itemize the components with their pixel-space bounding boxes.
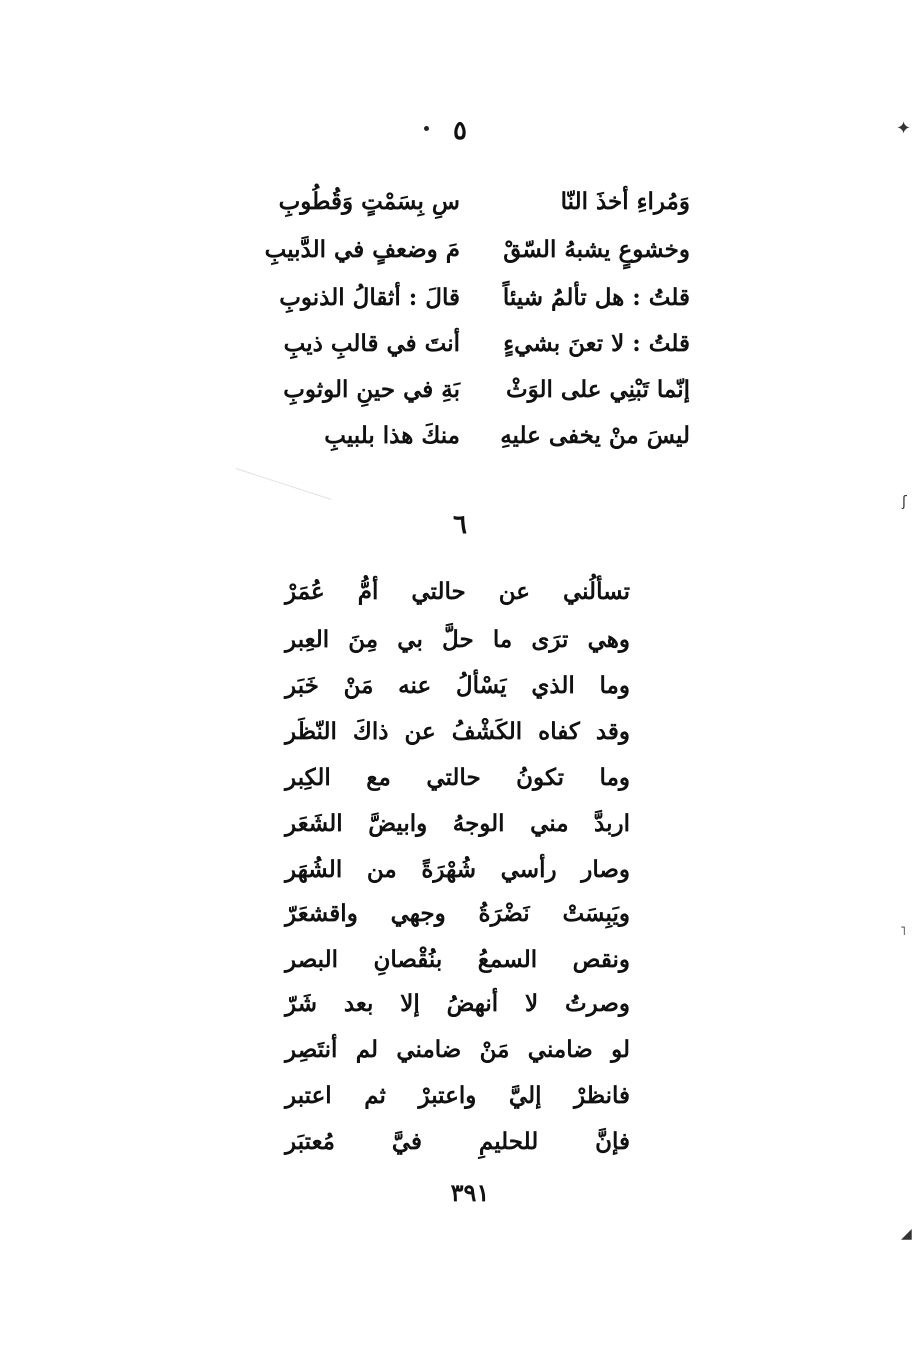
verse-first-hemistich: وخشوعٍ يشبهُ السّقْ — [503, 236, 690, 263]
verse-first-hemistich: ليسَ منْ يخفى عليهِ — [500, 422, 690, 449]
verse-row — [230, 330, 690, 370]
poem-line: فانظرْ إليَّ واعتبرْ ثم اعتبر — [285, 1082, 630, 1109]
poem-line: وما تكونُ حالتي مع الكِبر — [285, 764, 630, 791]
poem-line: وصرتُ لا أنهضُ إلا بعد شَرّ — [285, 990, 630, 1017]
verse-second-hemistich: منكَ هذا بلبيبِ — [324, 422, 460, 449]
verse-row — [230, 236, 690, 276]
verse-second-hemistich: سِ بِسَمْتٍ وَقُطُوبِ — [278, 188, 460, 215]
verse-first-hemistich: قلتُ : لا تعنَ بشيءٍ — [503, 330, 690, 357]
verse-row — [230, 376, 690, 416]
poem-line: اربدَّ مني الوجهُ وابيضَّ الشَعَر — [285, 810, 630, 837]
verse-row — [230, 188, 690, 228]
poem-line: وصار رأسي شُهْرَةً من الشُهَر — [285, 856, 630, 883]
verse-second-hemistich: مَ وضعفٍ في الدَّبيبِ — [264, 236, 460, 263]
poem-line: تسألُني عن حالتي أمُّ عُمَرْ — [285, 578, 630, 605]
section-6-number: ٦ — [453, 510, 467, 540]
edge-mark-icon: ʃ — [902, 494, 907, 510]
verse-second-hemistich: بَةِ في حينِ الوثوبِ — [283, 376, 460, 403]
registration-mark-icon: ✦ — [896, 118, 912, 139]
edge-mark-icon: ˥ — [900, 924, 906, 938]
print-smudge — [223, 468, 331, 538]
verse-second-hemistich: أنتَ في قالبِ ذيبِ — [283, 330, 460, 357]
poem-line: فإنَّ للحليمِ فيَّ مُعتبَر — [285, 1128, 630, 1155]
poem-line: وهي ترَى ما حلَّ بي مِنَ العِبر — [285, 626, 630, 653]
poem-line: ويَبِسَتْ نَضْرَةُ وجهي واقشعَرّ — [285, 900, 630, 927]
verse-first-hemistich: وَمُراءِ أخذَ النّا — [560, 188, 690, 215]
poem-line: وقد كفاه الكَشْفُ عن ذاكَ النّظَر — [285, 718, 630, 745]
verse-first-hemistich: إنّما تَبْنِي على الوَثْ — [505, 376, 690, 403]
poem-line: وما الذي يَسْألُ عنه مَنْ خَبَر — [285, 672, 630, 699]
verse-row — [230, 284, 690, 324]
verse-second-hemistich: قالَ : أثقالُ الذنوبِ — [279, 284, 460, 311]
verse-first-hemistich: قلتُ : هل تألمُ شيئاً — [502, 284, 690, 311]
section-5-number: ٥ — [453, 116, 467, 146]
poem-line: ونقص السمعُ بنُقْصانِ البصر — [285, 946, 630, 973]
page-number: ٣٩١ — [450, 1178, 490, 1207]
verse-row — [230, 422, 690, 462]
edge-mark-icon: ◢ — [901, 1226, 912, 1242]
poem-line: لو ضامني مَنْ ضامني لم أنتَصِر — [285, 1036, 630, 1063]
